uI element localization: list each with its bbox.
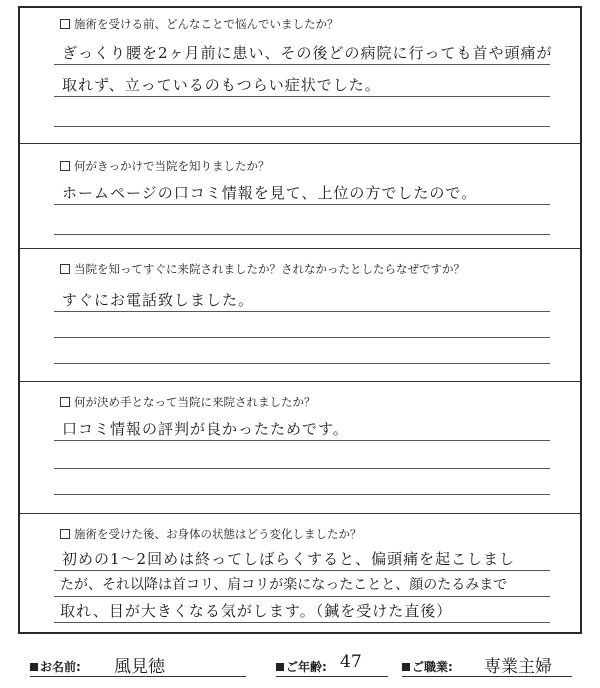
answer-5-line-1: 初めの1～2回めは終ってしばらくすると、偏頭痛を起こしまし bbox=[62, 550, 516, 568]
checkbox-icon[interactable] bbox=[60, 161, 70, 171]
answer-rule bbox=[54, 126, 550, 127]
answer-rule bbox=[54, 96, 550, 97]
question-4 bbox=[60, 394, 316, 410]
answer-rule bbox=[54, 570, 550, 571]
checkbox-icon[interactable] bbox=[60, 264, 70, 274]
respondent-info bbox=[18, 646, 582, 682]
answer-rule bbox=[54, 363, 550, 364]
checkbox-icon[interactable] bbox=[60, 19, 70, 29]
answer-5-line-3: 取れ、目が大きくなる気がします。（鍼を受けた直後） bbox=[60, 602, 453, 620]
checkbox-icon[interactable] bbox=[60, 529, 70, 539]
answer-rule bbox=[54, 337, 550, 338]
occupation-underline bbox=[402, 676, 572, 677]
question-3-text: 当院を知ってすぐに来院されましたか？されなかったとしたらなぜですか？ bbox=[74, 262, 465, 276]
question-section-4 bbox=[20, 381, 580, 514]
question-1-text: 施術を受ける前、どんなことで悩んでいましたか？ bbox=[74, 17, 339, 31]
answer-rule bbox=[54, 64, 550, 65]
answer-rule bbox=[54, 440, 550, 441]
question-4-text: 何が決め手となって当院に来院されましたか？ bbox=[74, 395, 316, 409]
answer-rule bbox=[54, 204, 550, 205]
answer-rule bbox=[54, 596, 550, 597]
question-2 bbox=[60, 158, 270, 174]
answer-1-line-2: 取れず、立っているのもつらい症状でした。 bbox=[62, 76, 381, 94]
occupation-value: 専業主婦 bbox=[484, 657, 552, 677]
question-section-2 bbox=[20, 143, 580, 249]
answer-rule bbox=[54, 622, 550, 623]
answer-rule bbox=[54, 494, 550, 495]
question-2-text: 何がきっかけで当院を知りましたか？ bbox=[74, 159, 270, 173]
age-value: 47 bbox=[340, 652, 362, 672]
survey-sheet bbox=[18, 6, 582, 634]
question-5-text: 施術を受けた後、お身体の状態はどう変化しましたか？ bbox=[74, 527, 362, 541]
question-section-1 bbox=[20, 8, 580, 143]
answer-3-line-1: すぐにお電話致しました。 bbox=[62, 291, 255, 309]
answer-rule bbox=[54, 468, 550, 469]
answer-4-line-1: 口コミ情報の評判が良かったためです。 bbox=[62, 420, 349, 438]
age-label: ご年齢: bbox=[276, 658, 327, 675]
checkbox-icon[interactable] bbox=[60, 397, 70, 407]
answer-2-line-1: ホームページの口コミ情報を見て、上位の方でしたので。 bbox=[62, 184, 478, 202]
square-bullet-icon bbox=[402, 663, 410, 671]
question-section-5 bbox=[20, 513, 580, 633]
question-section-3 bbox=[20, 248, 580, 382]
answer-1-line-1: ぎっくり腰を2ヶ月前に患い、その後どの病院に行っても首や頭痛が bbox=[62, 44, 553, 62]
age-underline bbox=[276, 676, 388, 677]
question-5 bbox=[60, 526, 362, 542]
question-1 bbox=[60, 16, 339, 32]
answer-rule bbox=[54, 234, 550, 235]
answer-rule bbox=[54, 311, 550, 312]
name-underline bbox=[30, 676, 246, 677]
occupation-label: ご職業: bbox=[402, 658, 453, 675]
square-bullet-icon bbox=[276, 663, 284, 671]
answer-5-line-2: たが、それ以降は首コリ、肩コリが楽になったことと、顔のたるみまで bbox=[60, 577, 508, 593]
question-3 bbox=[60, 261, 465, 277]
name-value: 風見徳 bbox=[114, 657, 165, 677]
name-label: お名前: bbox=[30, 658, 81, 675]
square-bullet-icon bbox=[30, 663, 38, 671]
